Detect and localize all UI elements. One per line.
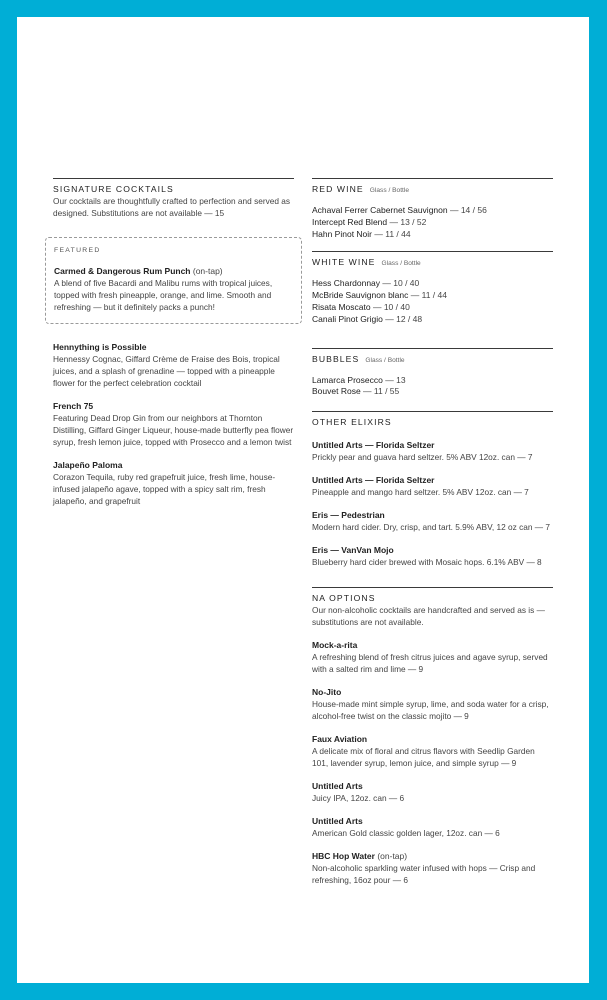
item-desc: Juicy IPA, 12oz. can — 6	[312, 793, 405, 804]
list-item: Hahn Pinot Noir — 11 / 44	[312, 228, 411, 239]
na-options-heading: NA OPTIONS	[312, 587, 553, 603]
item-desc: A delicate mix of floral and citrus flavors with Seedlip Garden 101, lavender syrup, lemon juice, and simple syrup — 9	[312, 746, 535, 769]
signature-intro: Our cocktails are thoughtfully crafted to perfection and served as designed. Substitutions are not available — 15	[53, 196, 291, 218]
featured-item-note: (on-tap)	[192, 266, 223, 276]
item-name: Jalapeño Paloma	[53, 460, 123, 470]
right-column	[312, 178, 553, 886]
item-desc: Pineapple and mango hard seltzer. 5% ABV 12oz. can — 7	[312, 487, 529, 498]
bubbles-section	[312, 348, 553, 399]
red-wine-section	[312, 178, 553, 240]
item-name: Untitled Arts	[312, 781, 363, 792]
item-name: Untitled Arts	[312, 816, 363, 827]
list-item: Bouvet Rose — 11 / 55	[312, 386, 400, 397]
item-name: HBC Hop Water (on-tap)	[312, 851, 408, 862]
na-options-section	[312, 587, 553, 886]
other-elixirs-heading: OTHER ELIXIRS	[312, 411, 553, 427]
menu-item	[312, 815, 553, 839]
list-item: McBride Sauvignon blanc — 11 / 44	[312, 290, 447, 301]
item-name: Faux Aviation	[312, 734, 368, 745]
menu-item	[312, 474, 553, 498]
featured-box	[45, 237, 302, 324]
bubbles-heading: BUBBLES Glass / Bottle	[312, 348, 553, 364]
featured-label: FEATURED	[54, 247, 101, 254]
menu-item	[312, 639, 553, 675]
white-wine-section	[312, 251, 553, 325]
item-name: Eris — Pedestrian	[312, 510, 385, 521]
item-name: French 75	[53, 401, 94, 411]
item-name: Untitled Arts — Florida Seltzer	[312, 440, 435, 451]
other-elixirs-section	[312, 411, 553, 568]
menu-item	[53, 459, 294, 507]
list-item: Canali Pinot Grigio — 12 / 48	[312, 313, 423, 324]
list-item: Hess Chardonnay — 10 / 40	[312, 278, 420, 289]
menu-item	[312, 850, 553, 886]
item-desc: American Gold classic golden lager, 12oz. can — 6	[312, 828, 500, 839]
item-name: No-Jito	[312, 687, 342, 698]
menu-item	[312, 780, 553, 804]
item-desc: Featuring Dead Drop Gin from our neighbors at Thornton Distilling, Giffard Ginger Liqueur, house-made butterfly pea flower syrup, fresh lemon juice, topped with Prosecco and a lemon twist	[53, 413, 294, 447]
wine-list	[312, 205, 553, 240]
white-wine-heading: WHITE WINE Glass / Bottle	[312, 251, 553, 267]
list-item: Achaval Ferrer Cabernet Sauvignon — 14 / 56	[312, 205, 487, 215]
red-wine-heading: RED WINE Glass / Bottle	[312, 178, 553, 194]
item-desc: Prickly pear and guava hard seltzer. 5% ABV 12oz. can — 7	[312, 452, 533, 463]
item-desc: Corazon Tequila, ruby red grapefruit juice, fresh lime, house-infused jalapeño agave, topped with a spicy salt rim, fresh jalapeño, and grapefruit	[53, 472, 276, 506]
item-name: Mock-a-rita	[312, 640, 358, 651]
wine-list	[312, 375, 553, 399]
menu-page	[17, 17, 589, 983]
item-desc: A refreshing blend of fresh citrus juices and agave syrup, served with a salted rim and lime — 9	[312, 652, 548, 675]
item-name: Hennything is Possible	[53, 342, 147, 352]
menu-item	[312, 509, 553, 533]
signature-cocktails-heading: SIGNATURE COCKTAILS	[53, 178, 294, 194]
left-column	[53, 178, 294, 507]
item-desc: Non-alcoholic sparkling water infused with hops — Crisp and refreshing, 16oz pour — 6	[312, 863, 536, 886]
na-intro: Our non-alcoholic cocktails are handcrafted and served as is — substitutions are not available.	[312, 605, 545, 628]
item-desc: Hennessy Cognac, Giffard Crème de Fraise des Bois, tropical juices, and a splash of grenadine — topped with a pineapple flower for the perfect celebration cocktail	[53, 354, 280, 388]
item-desc: Modern hard cider. Dry, crisp, and tart. 5.9% ABV, 12 oz can — 7	[312, 522, 550, 533]
item-name: Eris — VanVan Mojo	[312, 545, 394, 556]
item-desc: House-made mint simple syrup, lime, and soda water for a crisp, alcohol-free twist on the classic mojito — 9	[312, 699, 549, 722]
item-note: (on-tap)	[374, 851, 408, 862]
wine-list	[312, 278, 553, 325]
featured-item-name: Carmed & Dangerous Rum Punch (on-tap)	[54, 266, 223, 276]
featured-item-desc: A blend of five Bacardi and Malibu rums with tropical juices, topped with fresh pineapple, orange, and lime. Smooth and refreshing — but it definitely packs a punch!	[54, 278, 273, 312]
menu-item	[312, 544, 553, 568]
menu-item	[53, 341, 294, 389]
item-name: Untitled Arts — Florida Seltzer	[312, 475, 435, 486]
list-item: Risata Moscato — 10 / 40	[312, 301, 410, 312]
menu-item	[312, 439, 553, 463]
menu-item	[312, 686, 553, 722]
menu-item	[312, 733, 553, 769]
list-item: Intercept Red Blend — 13 / 52	[312, 216, 427, 227]
item-desc: Blueberry hard cider brewed with Mosaic hops. 6.1% ABV — 8	[312, 557, 542, 568]
menu-item	[53, 400, 294, 448]
list-item: Lamarca Prosecco — 13	[312, 374, 406, 385]
